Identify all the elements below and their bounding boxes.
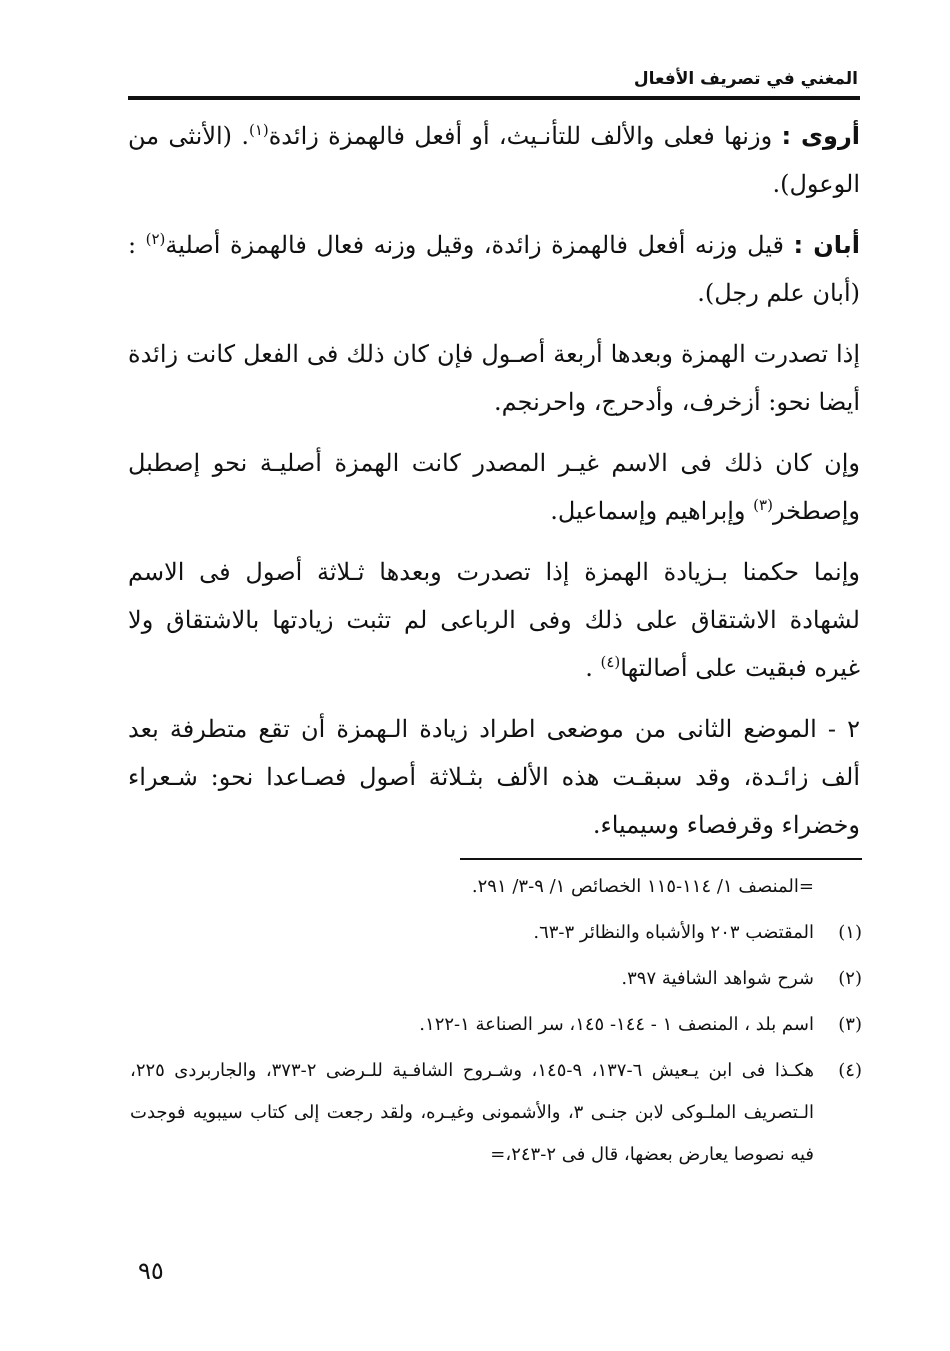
footnote-text: اسم بلد ، المنصف ١ - ١٤٤- ١٤٥، سر الصناعة ١-١٢٢. [419,1014,814,1035]
footnote-2 [130,958,862,1000]
paragraph-text: قيل وزنه أفعل فالهمزة زائدة، وقيل وزنه فعال فالهمزة أصلية [165,231,794,259]
term-aban: أبان : [793,231,861,259]
paragraph-text: . (الأنثى من الوعول). [128,122,860,198]
main-text [128,112,860,862]
paragraph-noun-hamza [128,439,860,535]
header-rule [128,96,860,100]
footnote-number: (٢) [838,968,862,989]
page-number: ٩٥ [138,1257,164,1285]
footnote-3 [130,1004,862,1046]
footnote-4 [130,1050,862,1176]
footnotes [130,866,862,1180]
paragraph-second-position: ٢ - الموضع الثانى من موضعى اطراد زيادة الـهمزة أن تقع متطرفة بعد ألف زائـدة، وقد سبقـت هذه الألف بثـلاثة أصول فصـاعدا نحو: شـعراء وخضراء وقرفصاء وسيمياء. [128,715,860,839]
footnote-rule [460,858,862,860]
paragraph-text: وإن كان ذلك فى الاسم غيـر المصدر كانت الهمزة أصليـة نحو إصطبل وإصطخر [128,449,860,525]
paragraph-text: وزنها فعلى والألف للتأنـيث، أو أفعل فالهمزة زائدة [268,122,782,150]
footnote-text: هكـذا فى ابن يـعيش ٦-١٣٧، ٩-١٤٥، وشـروح الشافـية للـرضى ٢-٣٧٣، والجاربردى ٢٢٥، الـتصريف الملـوكى لابن جنـى ٣، والأشمونى وغيـره، ولقد رجعت إلى كتاب سيبويه فوجدت فيه نصوصا يعارض بعضها، قال فى ٢-٢٤٣،= [130,1060,815,1165]
paragraph-text: : (أبان علم رجل). [128,231,860,307]
term-arwa: أروى : [781,122,861,150]
footnote-ref-4: (٤) [600,653,621,671]
footnote-number: (٣) [838,1014,862,1035]
paragraph-verb-hamza: إذا تصدرت الهمزة وبعدها أربعة أصـول فإن كان ذلك فى الفعل كانت زائدة أيضا نحو: أزخرف، وأدحرج، واحرنجم. [128,340,860,416]
footnote-text: المقتضب ٢٠٣ والأشباه والنظائر ٣-٦٣. [533,922,814,943]
paragraph-text: . [585,654,601,682]
footnote-ref-2: (٢) [145,230,166,248]
paragraph-arwa [128,112,860,208]
footnote-text: شرح شواهد الشافية ٣٩٧. [621,968,814,989]
paragraph-text: وإنما حكمنا بـزيادة الهمزة إذا تصدرت وبعدها ثـلاثة أصول فى الاسم لشهادة الاشتقاق على ذلك وفى الرباعى لم تثبت زيادتها بالاشتقاق ولا غيره فبقيت على أصالتها [128,558,860,682]
paragraph-derivation [128,548,860,692]
paragraph-text: وإبراهيم وإسماعيل. [550,497,754,525]
footnote-number: (٤) [838,1060,862,1081]
running-title: المغني في تصريف الأفعال [633,69,858,89]
paragraph-aban [128,221,860,317]
footnote-number: (١) [838,922,862,943]
footnote-ref-3: (٣) [753,496,773,514]
footnote-1 [130,912,862,954]
footnote-ref-1: (١) [248,121,269,139]
footnote-continuation: =المنصف ١/ ١١٤-١١٥ الخصائص ١/ ٩-٣/ ٢٩١. [471,876,814,897]
